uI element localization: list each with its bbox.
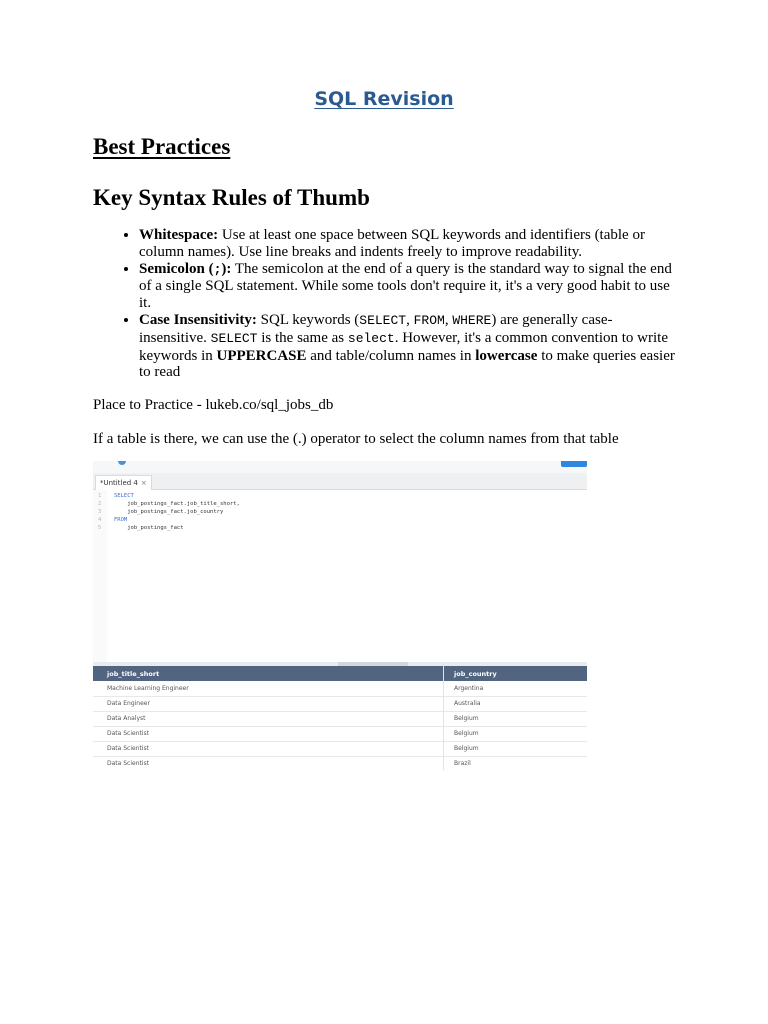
- rule-text: ,: [406, 311, 414, 328]
- cell-job-title-short: Data Engineer: [107, 700, 150, 707]
- rule-text: SQL keywords (: [256, 311, 360, 328]
- code-text: job_postings_fact: [114, 525, 184, 531]
- inline-code: SELECT: [359, 312, 407, 328]
- cell-job-country: Belgium: [454, 745, 479, 752]
- rule-whitespace: [139, 227, 679, 261]
- bold-text: UPPERCASE: [216, 347, 307, 364]
- code-editor[interactable]: [93, 490, 587, 662]
- rule-term-code: ;: [213, 261, 222, 277]
- syntax-rules-list: [93, 227, 679, 381]
- cell-job-title-short: Data Scientist: [107, 745, 149, 752]
- rule-text: ,: [444, 311, 453, 328]
- rule-term: [139, 261, 231, 277]
- dot-operator-paragraph: If a table is there, we can use the (.) operator to select the column names from that table: [93, 431, 619, 447]
- code-text: job_postings_fact.job_title_short,: [114, 501, 240, 507]
- code-text: FROM: [114, 517, 128, 523]
- practice-paragraph: Place to Practice - lukeb.co/sql_jobs_db: [93, 397, 334, 413]
- rule-text: is the same as: [257, 329, 348, 346]
- cell-job-title-short: Data Scientist: [107, 760, 149, 767]
- column-divider: [443, 666, 444, 770]
- rule-text: The semicolon at the end of a query is the standard way to signal the end of a single SQL statement. While some tools don't require it, it's a very good habit to use it.: [139, 260, 672, 312]
- rule-term-part: ):: [221, 260, 232, 277]
- rule-text: ) are generally case-insensitive.: [139, 311, 613, 346]
- table-row[interactable]: [93, 696, 587, 712]
- rule-term: Case Insensitivity:: [139, 311, 257, 328]
- results-header: [93, 666, 587, 681]
- column-header-job-country[interactable]: job_country: [454, 670, 497, 678]
- heading-best-practices: Best Practices: [93, 134, 231, 159]
- close-icon[interactable]: ×: [140, 479, 147, 487]
- rule-text: Use at least one space between SQL keywords and identifiers (table or column names). Use line breaks and indents freely to improve readability.: [139, 227, 645, 260]
- inline-code: select: [347, 330, 395, 346]
- inline-code: FROM: [413, 312, 445, 328]
- rule-text: . However, it's a common convention to write keywords in: [139, 329, 668, 364]
- cell-job-country: Brazil: [454, 760, 471, 767]
- line-number: 4: [98, 517, 102, 523]
- line-number: 2: [98, 501, 102, 507]
- run-button[interactable]: [561, 461, 587, 467]
- app-toolbar: [93, 461, 587, 473]
- line-number: 1: [98, 493, 102, 499]
- cell-job-title-short: Machine Learning Engineer: [107, 685, 189, 692]
- line-number-gutter: [93, 490, 107, 662]
- rule-term: Whitespace:: [139, 227, 219, 243]
- editor-tab-bar: [93, 473, 587, 490]
- cell-job-country: Australia: [454, 700, 481, 707]
- rule-term-part: Semicolon (: [139, 260, 214, 277]
- tab-untitled-4[interactable]: [95, 475, 152, 490]
- document-title: SQL Revision: [314, 88, 454, 110]
- table-row[interactable]: [93, 681, 587, 697]
- app-logo-icon: [118, 461, 126, 465]
- table-row[interactable]: [93, 741, 587, 757]
- cell-job-country: Belgium: [454, 715, 479, 722]
- line-number: 5: [98, 525, 102, 531]
- table-row[interactable]: [93, 726, 587, 742]
- bold-text: lowercase: [475, 347, 538, 364]
- column-header-job-title-short[interactable]: job_title_short: [107, 670, 160, 678]
- table-row[interactable]: [93, 756, 587, 770]
- cell-job-title-short: Data Scientist: [107, 730, 149, 737]
- cell-job-title-short: Data Analyst: [107, 715, 146, 722]
- rule-case-insensitivity: [139, 312, 679, 381]
- code-text: job_postings_fact.job_country: [114, 509, 224, 515]
- table-row[interactable]: [93, 711, 587, 727]
- rule-semicolon: [139, 261, 679, 312]
- cell-job-country: Argentina: [454, 685, 484, 692]
- heading-key-syntax: Key Syntax Rules of Thumb: [93, 185, 370, 210]
- line-number: 3: [98, 509, 102, 515]
- rule-text: to make queries easier to read: [139, 347, 675, 381]
- inline-code: WHERE: [452, 312, 492, 328]
- tab-label: *Untitled 4: [100, 479, 138, 487]
- code-text: SELECT: [114, 493, 134, 499]
- rule-text: and table/column names in: [306, 347, 476, 364]
- cell-job-country: Belgium: [454, 730, 479, 737]
- sql-editor-screenshot: [93, 461, 587, 770]
- inline-code: SELECT: [210, 330, 258, 346]
